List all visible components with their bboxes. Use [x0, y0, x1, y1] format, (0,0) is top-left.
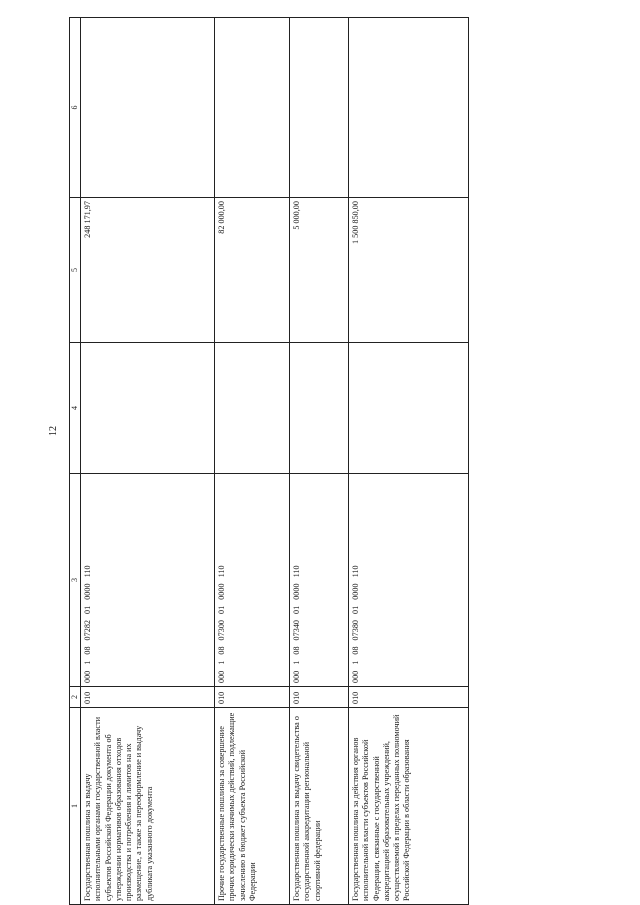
code-part: 110 — [83, 565, 92, 578]
code-part: 000 — [217, 670, 227, 683]
table-row — [81, 18, 215, 905]
header-col-2: 2 — [70, 687, 81, 708]
row-col4-cell — [81, 343, 215, 474]
code-part: 110 — [292, 565, 302, 578]
row-code-cell — [215, 474, 290, 687]
row-col4-cell — [215, 343, 290, 474]
row-col6-cell — [290, 18, 349, 198]
code-part: 08 — [292, 646, 302, 655]
table-row — [290, 18, 349, 905]
header-col-3: 3 — [70, 474, 81, 687]
row-amount-cell: 1 500 850,00 — [349, 198, 469, 343]
row-col6-cell — [215, 18, 290, 198]
table-header-row — [70, 18, 81, 905]
code-part: 0000 — [217, 583, 227, 600]
code-part: 07300 — [217, 619, 227, 641]
page-number: 12 — [48, 426, 59, 436]
code-part: 08 — [217, 646, 227, 655]
row-col6-cell — [349, 18, 469, 198]
code-part: 110 — [351, 565, 361, 578]
code-part: 0000 — [292, 583, 302, 600]
code-part: 000 — [292, 670, 302, 683]
code-part: 0000 — [351, 583, 361, 600]
code-part: 01 — [351, 605, 361, 614]
code-part: 110 — [217, 565, 227, 578]
row-amount-cell: 5 000,00 — [290, 198, 349, 343]
row-admin-cell: 010 — [215, 687, 290, 708]
row-col4-cell — [349, 343, 469, 474]
header-col-6: 6 — [70, 18, 81, 198]
table-row — [215, 18, 290, 905]
code-part: 0000 — [83, 583, 92, 600]
row-amount-cell: 82 000,00 — [215, 198, 290, 343]
code-part: 07380 — [351, 619, 361, 641]
header-col-5: 5 — [70, 198, 81, 343]
code-part: 01 — [292, 605, 302, 614]
code-part: 01 — [217, 605, 227, 614]
revenue-table — [69, 17, 469, 905]
code-part: 1 — [83, 660, 92, 665]
code-part: 08 — [351, 646, 361, 655]
row-admin-cell: 010 — [349, 687, 469, 708]
header-col-1: 1 — [70, 708, 81, 905]
revenue-table-sheet — [69, 48, 469, 905]
row-name-cell: Государственная пошлина за выдачу исполнительными органами государственной власти субъектов Российской Федерации документа об утверждении нормативов образования отходов производства и потребления и лимитов на их размещение, а также за переоформление и выдачу дубликата указанного документа — [81, 708, 215, 905]
code-part: 08 — [83, 646, 92, 655]
code-part: 07340 — [292, 619, 302, 641]
row-code-cell — [81, 474, 215, 687]
row-name-cell: Прочие государственные пошлины за совершение прочих юридически значимых действий, подлежащие зачислению в бюджет субъекта Российской Федерации — [215, 708, 290, 905]
row-amount-cell: 248 171,97 — [81, 198, 215, 343]
header-col-4: 4 — [70, 343, 81, 474]
row-admin-cell: 010 — [81, 687, 215, 708]
code-part: 1 — [292, 660, 302, 665]
row-name-cell: Государственная пошлина за действия органов исполнительной власти субъектов Российской Федерации, связанные с государственной аккредитацией образовательных учреждений, осуществляемой в пределах переданных полномочий Российской Федерации в области образования — [349, 708, 469, 905]
row-col4-cell — [290, 343, 349, 474]
row-col6-cell — [81, 18, 215, 198]
code-part: 01 — [83, 605, 92, 614]
row-code-cell — [349, 474, 469, 687]
row-code-cell — [290, 474, 349, 687]
code-part: 000 — [351, 670, 361, 683]
row-admin-cell: 010 — [290, 687, 349, 708]
code-part: 07282 — [83, 619, 92, 641]
code-part: 000 — [83, 670, 92, 683]
row-name-cell: Государственная пошлина за выдачу свидетельства о государственной аккредитации региональной спортивной федерации — [290, 708, 349, 905]
code-part: 1 — [217, 660, 227, 665]
table-row — [349, 18, 469, 905]
code-part: 1 — [351, 660, 361, 665]
